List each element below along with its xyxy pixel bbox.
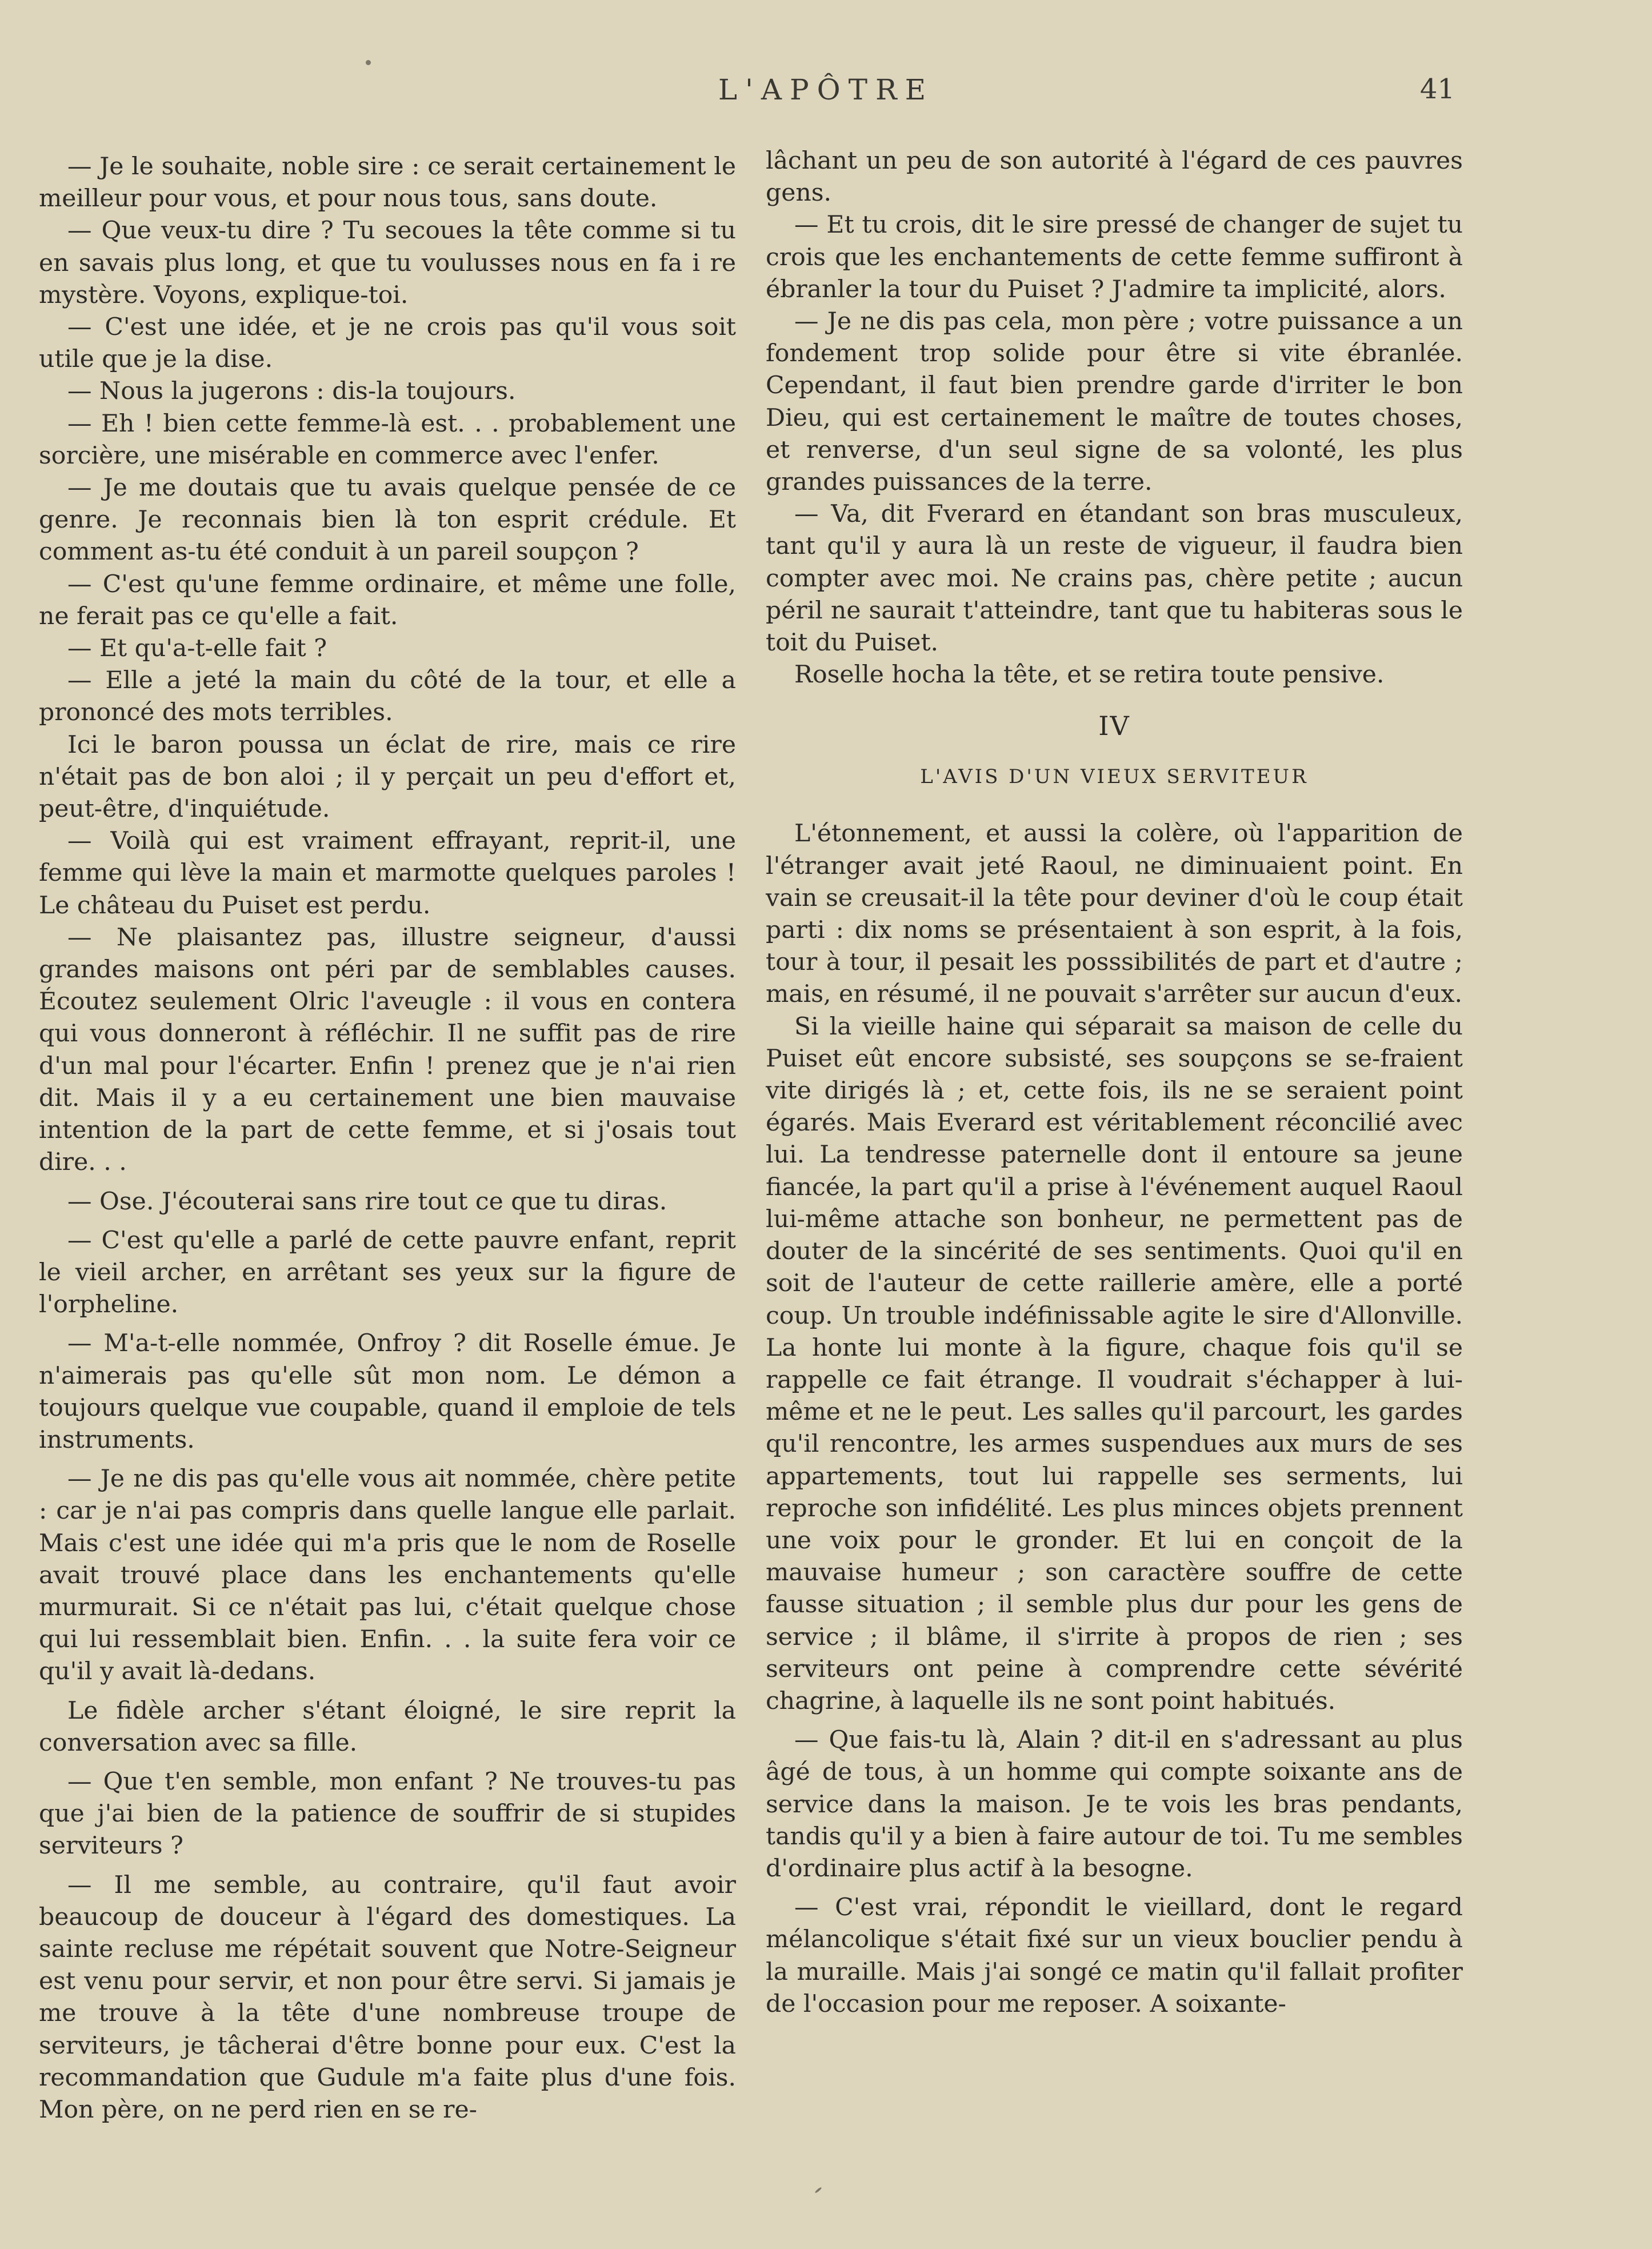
paragraph: Si la vieille haine qui séparait sa maison de celle du Puiset eût encore subsisté, ses soupçons se se-fraient vite dirigés là ; et, cette fois, ils ne se seraient point égarés. Mais Everard est véritablement réconcilié avec lui. La tendresse paternelle dont il entoure sa jeune fiancée, la part qu'il a prise à l'événement auquel Raoul lui-même attache son bonheur, ne permettent pas de douter de la sincérité de ses sentiments. Quoi qu'il en soit de l'auteur de cette raillerie amère, elle a porté coup. Un trouble indéfinissable agite le sire d'Allonville. La honte lui monte à la figure, chaque fois qu'il se rappelle ce fait étrange. Il voudrait s'échapper à lui-même et ne le peut. Les salles qu'il parcourt, les gardes qu'il rencontre, les armes suspendues aux murs de ses appartements, tout lui rappelle ses serments, lui reproche son infidélité. Les plus minces objets prennent une voix pour le gronder. Et lui en conçoit de la mauvaise humeur ; son caractère souffre de cette fausse situation ; il semble plus dur pour les gens de service ; il blâme, il s'irrite à propos de rien ; ses serviteurs ont peine à comprendre cette sévérité chagrine, à laquelle ils ne sont point habitués.: [766, 1012, 1463, 1715]
paper-speck: [366, 60, 371, 65]
paragraph: — Je le souhaite, noble sire : ce serait certainement le meilleur pour vous, et pour nous tous, sans doute.: [39, 153, 736, 213]
paragraph: — Nous la jugerons : dis-la toujours.: [67, 377, 516, 406]
running-title: L'APÔTRE: [718, 73, 934, 106]
paragraph: Ici le baron poussa un éclat de rire, mais ce rire n'était pas de bon aloi ; il y perçait un peu d'effort et, peut-être, d'inquiétude.: [39, 730, 736, 824]
paper-speck: [814, 2187, 822, 2194]
paragraph: — C'est une idée, et je ne crois pas qu'il vous soit utile que je la dise.: [39, 313, 736, 374]
paragraph: — C'est qu'elle a parlé de cette pauvre enfant, reprit le vieil archer, en arrêtant ses yeux sur la figure de l'orpheline.: [39, 1226, 736, 1319]
paragraph: — C'est qu'une femme ordinaire, et même une folle, ne ferait pas ce qu'elle a fait.: [39, 570, 736, 630]
paragraph: — Je ne dis pas qu'elle vous ait nommée, chère petite : car je n'ai pas compris dans quelle langue elle parlait. Mais c'est une idée qui m'a pris que le nom de Roselle avait trouvé place dans les enchantements qu'elle murmurait. Si ce n'était pas lui, c'était quelque chose qui lui ressemblait bien. Enfin. . . la suite fera voir ce qu'il y avait là-dedans.: [39, 1465, 736, 1686]
paragraph: — M'a-t-elle nommée, Onfroy ? dit Roselle émue. Je n'aimerais pas qu'elle sût mon nom. Le démon a toujours quelque vue coupable, quand il emploie de tels instruments.: [39, 1329, 736, 1454]
paragraph: Roselle hocha la tête, et se retira toute pensive.: [794, 661, 1385, 689]
paragraph: L'étonnement, et aussi la colère, où l'apparition de l'étranger avait jeté Raoul, ne diminuaient point. En vain se creusait-il la tête pour deviner d'où le coup était parti : dix noms se présentaient à son esprit, à la fois, tour à tour, il pesait les posssibilités de part et d'autre ; mais, en résumé, il ne pouvait s'arrêter sur aucun d'eux.: [766, 820, 1463, 1009]
paragraph: — Que veux-tu dire ? Tu secoues la tête comme si tu en savais plus long, et que tu voulusses nous en fa i re mystère. Voyons, explique-toi.: [39, 217, 736, 309]
paragraph: — Va, dit Fverard en étandant son bras musculeux, tant qu'il y aura là un reste de vigueur, il faudra bien compter avec moi. Ne crains pas, chère petite ; aucun péril ne saurait t'atteindre, tant que tu habiteras sous le toit du Puiset.: [766, 500, 1463, 657]
paragraph: — Eh ! bien cette femme-là est. . . probablement une sorcière, une misérable en commerce avec l'enfer.: [39, 409, 736, 470]
paragraph: — Que fais-tu là, Alain ? dit-il en s'adressant au plus âgé de tous, à un homme qui compte soixante ans de service dans la maison. Je te vois les bras pendants, tandis qu'il y a bien à faire autour de toi. Tu me sembles d'ordinaire plus actif à la besogne.: [766, 1726, 1463, 1883]
paragraph: — Il me semble, au contraire, qu'il faut avoir beaucoup de douceur à l'égard des domestiques. La sainte recluse me répétait souvent que Notre-Seigneur est venu pour servir, et non pour être servi. Si jamais je me trouve à la tête d'une nombreuse troupe de serviteurs, je tâcherai d'être bonne pour eux. C'est la recommandation que Gudule m'a faite plus d'une fois. Mon père, on ne perd rien en se re-: [39, 1871, 736, 2124]
page-number: 41: [1419, 73, 1455, 105]
paragraph: — Ne plaisantez pas, illustre seigneur, d'aussi grandes maisons ont péri par de semblables causes. Écoutez seulement Olric l'aveugle : il vous en contera qui vous donneront à réfléchir. Il ne suffit pas de rire d'un mal pour l'écarter. Enfin ! prenez que je n'ai rien dit. Mais il y a eu certainement une bien mauvaise intention de la part de cette femme, et si j'osais tout dire. . .: [39, 923, 736, 1177]
chapter-number: IV: [1098, 710, 1130, 742]
left-column: [39, 151, 736, 2126]
paragraph: — Je ne dis pas cela, mon père ; votre puissance a un fondement trop solide pour être si vite ébranlée. Cependant, il faut bien prendre garde d'irriter le bon Dieu, qui est certainement le maître de toutes choses, et renverse, d'un seul signe de sa volonté, les plus grandes puissances de la terre.: [766, 307, 1463, 497]
paragraph: — Je me doutais que tu avais quelque pensée de ce genre. Je reconnais bien là ton esprit crédule. Et comment as-tu été conduit à un pareil soupçon ?: [39, 474, 736, 566]
chapter-title: L'AVIS D'UN VIEUX SERVITEUR: [920, 765, 1309, 789]
paragraph: — Que t'en semble, mon enfant ? Ne trouves-tu pas que j'ai bien de la patience de souffrir de si stupides serviteurs ?: [39, 1767, 736, 1860]
paragraph: — Elle a jeté la main du côté de la tour, et elle a prononcé des mots terribles.: [39, 666, 736, 727]
paragraph: — Voilà qui est vraiment effrayant, reprit-il, une femme qui lève la main et marmotte quelques paroles ! Le château du Puiset est perdu.: [39, 827, 736, 920]
right-column: [766, 145, 1463, 2020]
paragraph: — Et tu crois, dit le sire pressé de changer de sujet tu crois que les enchantements de cette femme suffiront à ébranler la tour du Puiset ? J'admire ta implicité, alors.: [766, 211, 1463, 303]
paragraph: — Et qu'a-t-elle fait ?: [67, 634, 327, 663]
paragraph: — C'est vrai, répondit le vieillard, dont le regard mélancolique s'était fixé sur un vieux bouclier pendu à la muraille. Mais j'ai songé ce matin qu'il fallait profiter de l'occasion pour me reposer. A soixante-: [766, 1894, 1463, 2018]
paragraph: — Ose. J'écouterai sans rire tout ce que tu diras.: [67, 1187, 667, 1216]
paragraph: Le fidèle archer s'étant éloigné, le sire reprit la conversation avec sa fille.: [39, 1696, 736, 1757]
paragraph: lâchant un peu de son autorité à l'égard de ces pauvres gens.: [766, 147, 1463, 207]
